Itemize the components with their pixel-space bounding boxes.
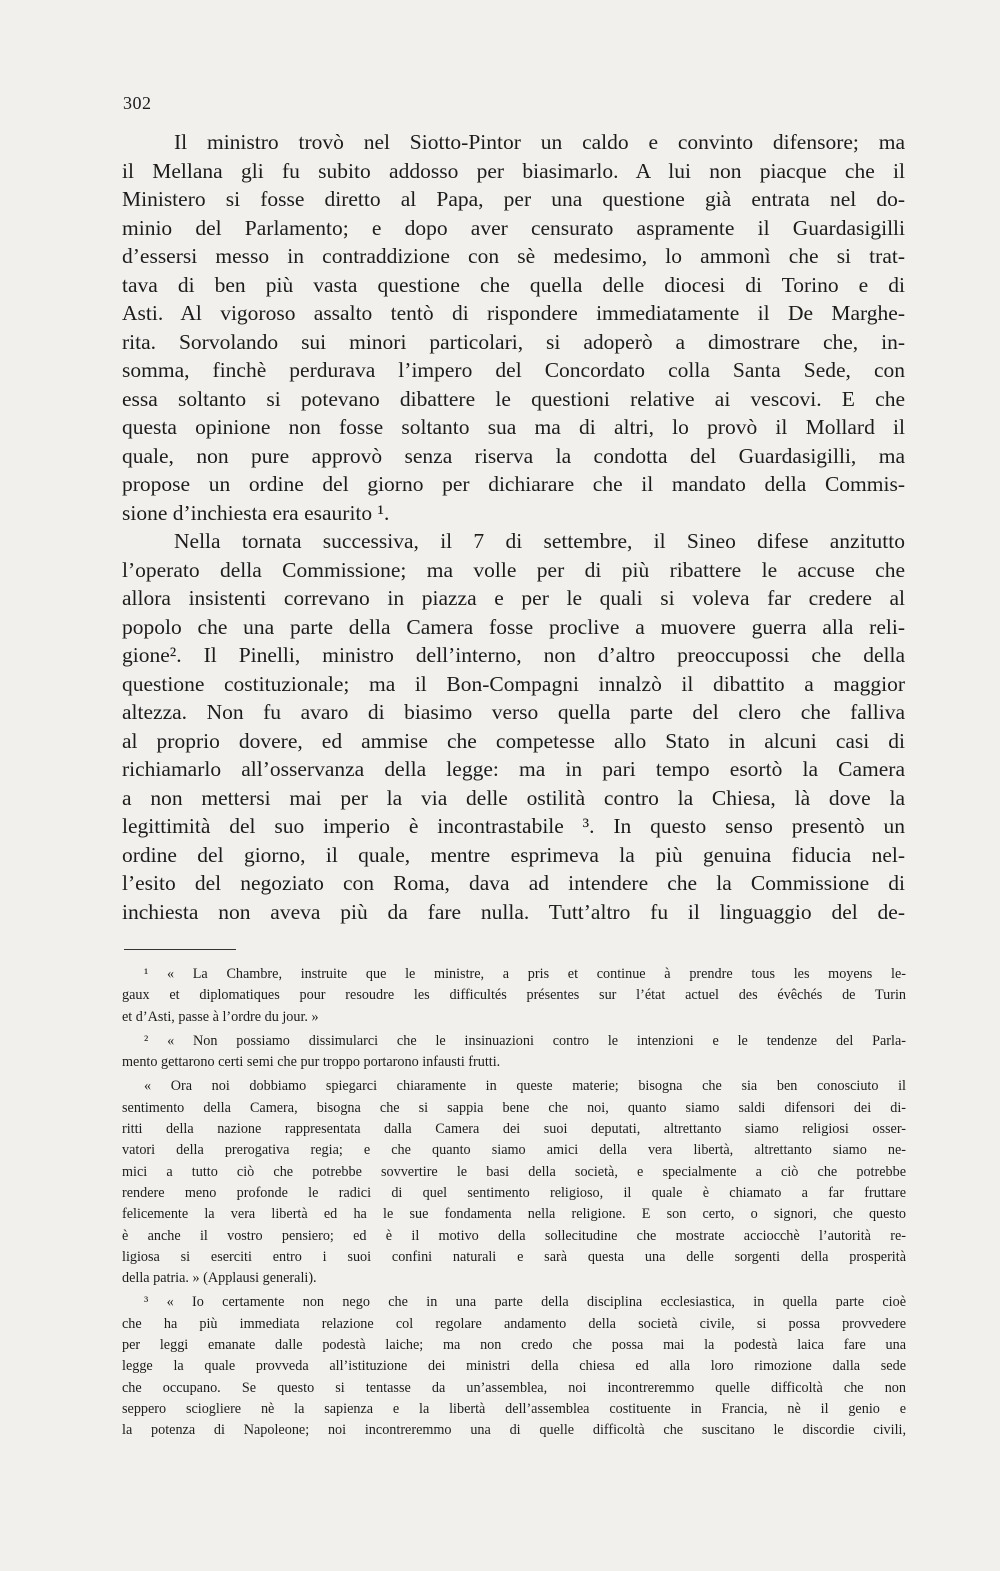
footnote-line: mici a tutto ciò che potrebbe sovvertire le basi della società, e specialmente a ciò che potrebbe bbox=[122, 1163, 906, 1180]
footnote-line: felicemente la vera libertà ed ha le sue fondamenta nella religione. E son certo, o signori, che questo bbox=[122, 1206, 906, 1223]
text-line: ordine del giorno, il quale, mentre esprimeva la più genuina fiducia nel- bbox=[122, 842, 905, 867]
footnote-line: ² « Non possiamo dissimularci che le insinuazioni contro le intenzioni e le tendenze del Parla- bbox=[144, 1032, 906, 1049]
footnote-line: ligiosa si eserciti entro i suoi confini naturali e sarà questa una delle sorgenti della prosperità bbox=[122, 1248, 906, 1265]
text-line: quale, non pure approvò senza riserva la condotta del Guardasigilli, ma bbox=[122, 443, 905, 468]
text-line: sione d’inchiesta era esaurito ¹. bbox=[122, 500, 390, 525]
text-line: l’operato della Commissione; ma volle per di più ribattere le accuse che bbox=[122, 557, 905, 582]
footnote-line: che ha più immediata relazione col regolare andamento della società civile, si possa provvedere bbox=[122, 1315, 906, 1332]
text-line: Ministero si fosse diretto al Papa, per una questione già entrata nel do- bbox=[122, 187, 905, 211]
footnote-line: mento gettarono certi semi che pur troppo portarono infausti frutti. bbox=[122, 1054, 501, 1071]
footnote-line: gaux et diplomatiques pour resoudre les difficultés présentes sur l’état actuel des évêchés de Turin bbox=[122, 987, 906, 1004]
text-line: d’essersi messo in contraddizione con sè medesimo, lo ammonì che si trat- bbox=[122, 244, 905, 268]
text-line: essa soltanto si potevano dibattere le questioni relative ai vescovi. E che bbox=[122, 386, 905, 411]
text-line: popolo che una parte della Camera fosse proclive a muovere guerra alla reli- bbox=[122, 614, 905, 639]
footnote-line: è anche il vostro pensiero; ed è il motivo della sollecitudine che mostrate acciocchè l’autorità re- bbox=[122, 1227, 906, 1244]
text-line: Il ministro trovò nel Siotto-Pintor un caldo e convinto difensore; ma bbox=[174, 130, 905, 154]
text-line: minio del Parlamento; e dopo aver censurato aspramente il Guardasigilli bbox=[122, 215, 905, 240]
footnote-line: sentimento della Camera, bisogna che si sappia bene che noi, quanto siamo saldi difensori dei di- bbox=[122, 1099, 906, 1116]
text-line: tava di ben più vasta questione che quella delle diocesi di Torino e di bbox=[122, 272, 905, 297]
text-line: questa opinione non fosse soltanto sua ma di altri, lo provò il Mollard il bbox=[122, 415, 905, 439]
text-line: l’esito del negoziato con Roma, dava ad intendere che la Commissione di bbox=[122, 871, 905, 895]
footnote-line: ³ « Io certamente non nego che in una parte della disciplina ecclesiastica, in quella parte cioè bbox=[144, 1294, 906, 1311]
footnote-line: vatori della prerogativa regia; e che quanto siamo amici della vera libertà, altrettanto siamo ne- bbox=[122, 1142, 906, 1159]
text-line: il Mellana gli fu subito addosso per biasimarlo. A lui non piacque che il bbox=[122, 158, 905, 183]
main-text bbox=[122, 128, 905, 926]
footnote-line: ritti della nazione rappresentata dalla Camera dei suoi deputati, altrettanto siamo religiosi osser- bbox=[122, 1121, 906, 1138]
footnote-line: et d’Asti, passe à l’ordre du jour. » bbox=[122, 1008, 319, 1025]
text-line: richiamarlo all’osservanza della legge: ma in pari tempo esortò la Camera bbox=[122, 757, 905, 781]
text-line: inchiesta non aveva più da fare nulla. Tutt’altro fu il linguaggio del de- bbox=[122, 899, 905, 924]
text-line: legittimità del suo imperio è incontrastabile ³. In questo senso presentò un bbox=[122, 814, 905, 838]
text-line: gione². Il Pinelli, ministro dell’interno, non d’altro preoccupossi che della bbox=[122, 643, 905, 667]
footnote-line: ¹ « La Chambre, instruite que le ministre, a pris et continue à prendre tous les moyens le- bbox=[144, 966, 906, 982]
text-line: Asti. Al vigoroso assalto tentò di rispondere immediatamente il De Marghe- bbox=[122, 301, 905, 325]
text-line: altezza. Non fu avaro di biasimo verso quella parte del clero che falliva bbox=[122, 700, 905, 724]
footnote-divider bbox=[124, 949, 236, 950]
text-line: a non mettersi mai per la via delle ostilità contro la Chiesa, là dove la bbox=[122, 785, 905, 810]
footnotes bbox=[122, 964, 906, 1442]
text-line: al proprio dovere, ed ammise che competesse allo Stato in alcuni casi di bbox=[122, 728, 905, 753]
footnote-line: per leggi emanate dalle podestà laiche; ma non credo che possa mai la podestà laica fare una bbox=[122, 1337, 906, 1354]
footnote-line: della patria. » (Applausi generali). bbox=[122, 1270, 317, 1287]
footnote-line: legge la quale provveda all’istituzione dei ministri della chiesa ed alla loro rimozione dalla sede bbox=[122, 1358, 906, 1375]
footnote-line: rendere meno profonde le radici di quel sentimento religioso, il quale è chiamato a far fruttare bbox=[122, 1184, 906, 1201]
text-line: somma, finchè perdurava l’impero del Concordato colla Santa Sede, con bbox=[122, 358, 905, 382]
text-line: allora insistenti correvano in piazza e per le quali si voleva far credere al bbox=[122, 586, 905, 610]
footnote-line: che occupano. Se questo si tentasse da un’assemblea, noi incontreremmo quelle difficoltà che non bbox=[122, 1379, 906, 1396]
footnote-line: « Ora noi dobbiamo spiegarci chiaramente in queste materie; bisogna che sia ben conosciuto il bbox=[144, 1078, 906, 1095]
text-line: Nella tornata successiva, il 7 di settembre, il Sineo difese anzitutto bbox=[174, 529, 905, 553]
page-number: 302 bbox=[123, 93, 152, 113]
footnote-line: seppero sciogliere nè la sapienza e la libertà dell’assemblea costituente in Francia, nè il genio e bbox=[122, 1400, 906, 1417]
text-line: questione costituzionale; ma il Bon-Compagni innalzò il dibattito a maggior bbox=[122, 671, 905, 696]
text-line: rita. Sorvolando sui minori particolari, si adoperò a dimostrare che, in- bbox=[122, 329, 905, 354]
text-line: propose un ordine del giorno per dichiarare che il mandato della Commis- bbox=[122, 472, 905, 496]
footnote-line: la potenza di Napoleone; noi incontreremmo una di quelle difficoltà che suscitano le discordie civili, bbox=[122, 1422, 906, 1439]
